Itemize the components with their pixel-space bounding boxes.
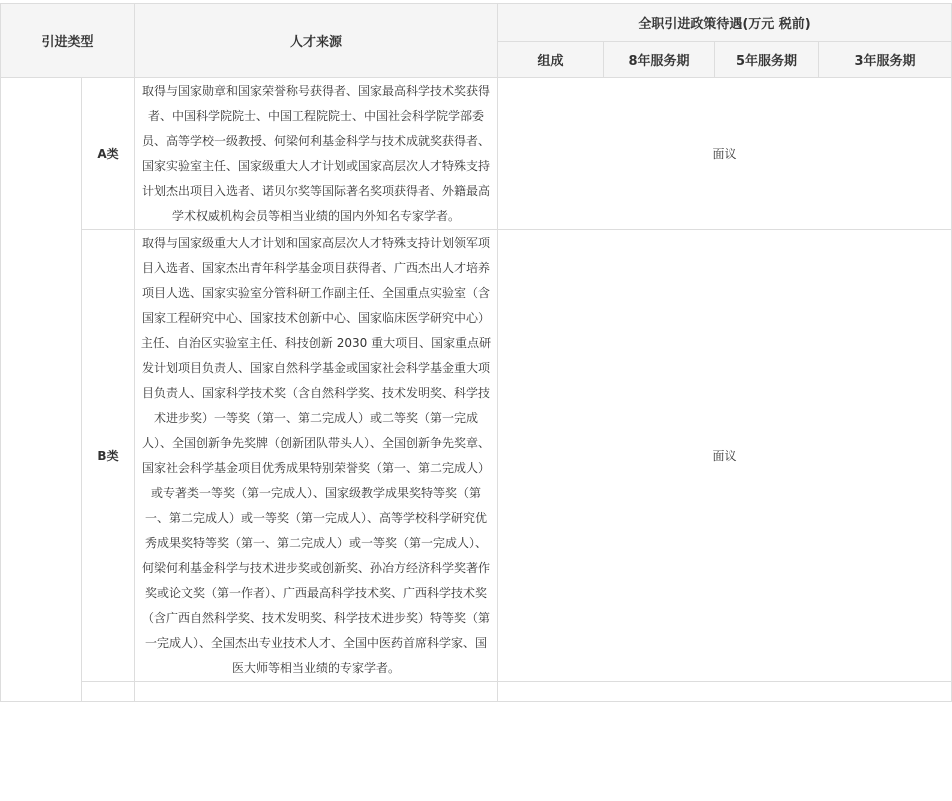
treatment-a: 面议 (498, 78, 952, 230)
treatment-b: 面议 (498, 230, 952, 682)
table-row (1, 682, 952, 702)
empty-cell (135, 682, 498, 702)
empty-cell (498, 682, 952, 702)
header-service-8: 8年服务期 (604, 42, 715, 78)
table-row (1, 78, 952, 230)
category-b: B类 (82, 230, 135, 682)
header-service-3: 3年服务期 (819, 42, 952, 78)
empty-group-cell (1, 78, 82, 702)
talent-source-a: 取得与国家勋章和国家荣誉称号获得者、国家最高科学技术奖获得者、中国科学院院士、中国工程院院士、中国社会科学院学部委员、高等学校一级教授、何梁何利基金科学与技术成就奖获得者、国家实验室主任、国家级重大人才计划或国家高层次人才特殊支持计划杰出项目入选者、诺贝尔奖等国际著名奖项获得者、外籍最高学术权威机构会员等相当业绩的国内外知名专家学者。 (135, 78, 498, 230)
header-composition: 组成 (498, 42, 604, 78)
talent-source-b: 取得与国家级重大人才计划和国家高层次人才特殊支持计划领军项目入选者、国家杰出青年科学基金项目获得者、广西杰出人才培养项目人选、国家实验室分管科研工作副主任、全国重点实验室（含国家工程研究中心、国家技术创新中心、国家临床医学研究中心）主任、自治区实验室主任、科技创新 2030 重大项目、国家重点研发计划项目负责人、国家自然科学基金或国家社会科学基金重大项目负责人、国家科学技术奖（含自然科学奖、技术发明奖、科学技术进步奖）一等奖（第一、第二完成人）或二等奖（第一完成人）、全国创新争先奖牌（创新团队带头人）、全国创新争先奖章、国家社会科学基金项目优秀成果特别荣誉奖（第一、第二完成人）或专著类一等奖（第一完成人）、国家级教学成果奖特等奖（第一、第二完成人）或一等奖（第一完成人）、高等学校科学研究优秀成果奖特等奖（第一、第二完成人）或一等奖（第一完成人）、何梁何利基金科学与技术进步奖或创新奖、孙冶方经济科学奖著作奖或论文奖（第一作者）、广西最高科学技术奖、广西科学技术奖（含广西自然科学奖、技术发明奖、科学技术进步奖）特等奖（第一完成人）、全国杰出专业技术人才、全国中医药首席科学家、国医大师等相当业绩的专家学者。 (135, 230, 498, 682)
category-a: A类 (82, 78, 135, 230)
talent-policy-table (0, 3, 952, 702)
header-type: 引进类型 (1, 4, 135, 78)
header-service-5: 5年服务期 (715, 42, 819, 78)
table-row (1, 230, 952, 682)
header-treatment: 全职引进政策待遇(万元 税前) (498, 4, 952, 42)
empty-cell (82, 682, 135, 702)
header-source: 人才来源 (135, 4, 498, 78)
